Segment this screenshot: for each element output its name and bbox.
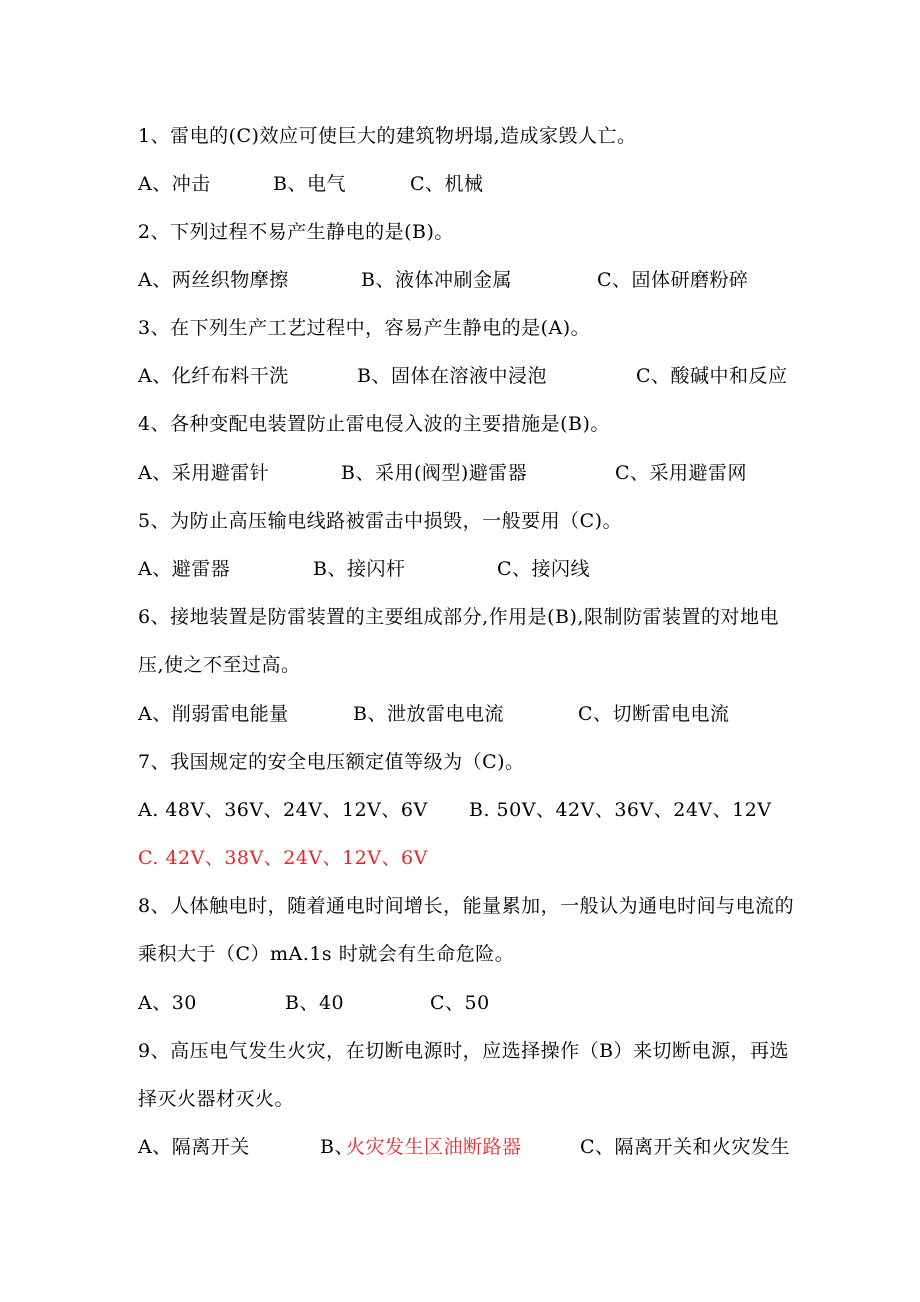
question-1-stem: 1、雷电的(C)效应可使巨大的建筑物坍塌,造成家毁人亡。 bbox=[138, 125, 637, 147]
question-7-option-a: A. 48V、36V、24V、12V、6V bbox=[138, 799, 428, 821]
question-6-option-c: C、切断雷电电流 bbox=[578, 703, 730, 725]
question-6-option-b: B、泄放雷电电流 bbox=[353, 703, 504, 725]
question-8-option-b: B、40 bbox=[285, 992, 345, 1014]
question-9-option-c: C、隔离开关和火灾发生 bbox=[580, 1136, 791, 1158]
question-9-option-b-prefix: B、 bbox=[320, 1136, 354, 1158]
question-1-option-c: C、机械 bbox=[410, 173, 484, 195]
question-5-option-b: B、接闪杆 bbox=[313, 558, 406, 580]
question-8-option-a: A、30 bbox=[138, 992, 197, 1014]
question-3-option-c: C、酸碱中和反应 bbox=[636, 365, 788, 387]
question-5-option-a: A、避雷器 bbox=[138, 558, 231, 580]
question-7-option-b: B. 50V、42V、36V、24V、12V bbox=[469, 799, 772, 821]
question-8-option-c: C、50 bbox=[430, 992, 490, 1014]
question-9-option-b-answer: 火灾发生区油断路器 bbox=[346, 1136, 522, 1158]
question-8-stem-line-2: 乘积大于（C）mA.1s 时就会有生命危险。 bbox=[138, 943, 515, 965]
question-4-option-c: C、采用避雷网 bbox=[615, 462, 748, 484]
question-5-option-c: C、接闪线 bbox=[497, 558, 591, 580]
question-3-option-b: B、固体在溶液中浸泡 bbox=[357, 365, 547, 387]
question-3-option-a: A、化纤布料干洗 bbox=[138, 365, 289, 387]
question-9-stem-line-1: 9、高压电气发生火灾，在切断电源时，应选择操作（B）来切断电源，再选 bbox=[138, 1040, 790, 1062]
question-7-stem: 7、我国规定的安全电压额定值等级为（C)。 bbox=[138, 751, 525, 773]
question-9-stem-line-2: 择灭火器材灭火。 bbox=[138, 1088, 295, 1110]
question-4-stem: 4、各种变配电装置防止雷电侵入波的主要措施是(B)。 bbox=[138, 413, 610, 435]
question-6-option-a: A、削弱雷电能量 bbox=[138, 703, 289, 725]
question-2-option-c: C、固体研磨粉碎 bbox=[597, 269, 749, 291]
question-4-option-a: A、采用避雷针 bbox=[138, 462, 270, 484]
question-2-stem: 2、下列过程不易产生静电的是(B)。 bbox=[138, 221, 454, 243]
question-6-stem-line-2: 压,使之不至过高。 bbox=[138, 654, 301, 676]
question-2-option-a: A、两丝织物摩擦 bbox=[138, 269, 289, 291]
question-2-option-b: B、液体冲刷金属 bbox=[361, 269, 512, 291]
question-4-option-b: B、采用(阀型)避雷器 bbox=[341, 462, 528, 484]
question-6-stem-line-1: 6、接地装置是防雷装置的主要组成部分,作用是(B),限制防雷装置的对地电 bbox=[138, 606, 779, 628]
question-1-option-a: A、冲击 bbox=[138, 173, 211, 195]
question-5-stem: 5、为防止高压输电线路被雷击中损毁，一般要用（C)。 bbox=[138, 510, 623, 532]
question-1-option-b: B、电气 bbox=[273, 173, 346, 195]
question-3-stem: 3、在下列生产工艺过程中，容易产生静电的是(A)。 bbox=[138, 317, 591, 339]
question-9-option-a: A、隔离开关 bbox=[138, 1136, 250, 1158]
question-8-stem-line-1: 8、人体触电时，随着通电时间增长，能量累加，一般认为通电时间与电流的 bbox=[138, 895, 795, 917]
question-7-option-c-answer: C. 42V、38V、24V、12V、6V bbox=[138, 847, 428, 869]
